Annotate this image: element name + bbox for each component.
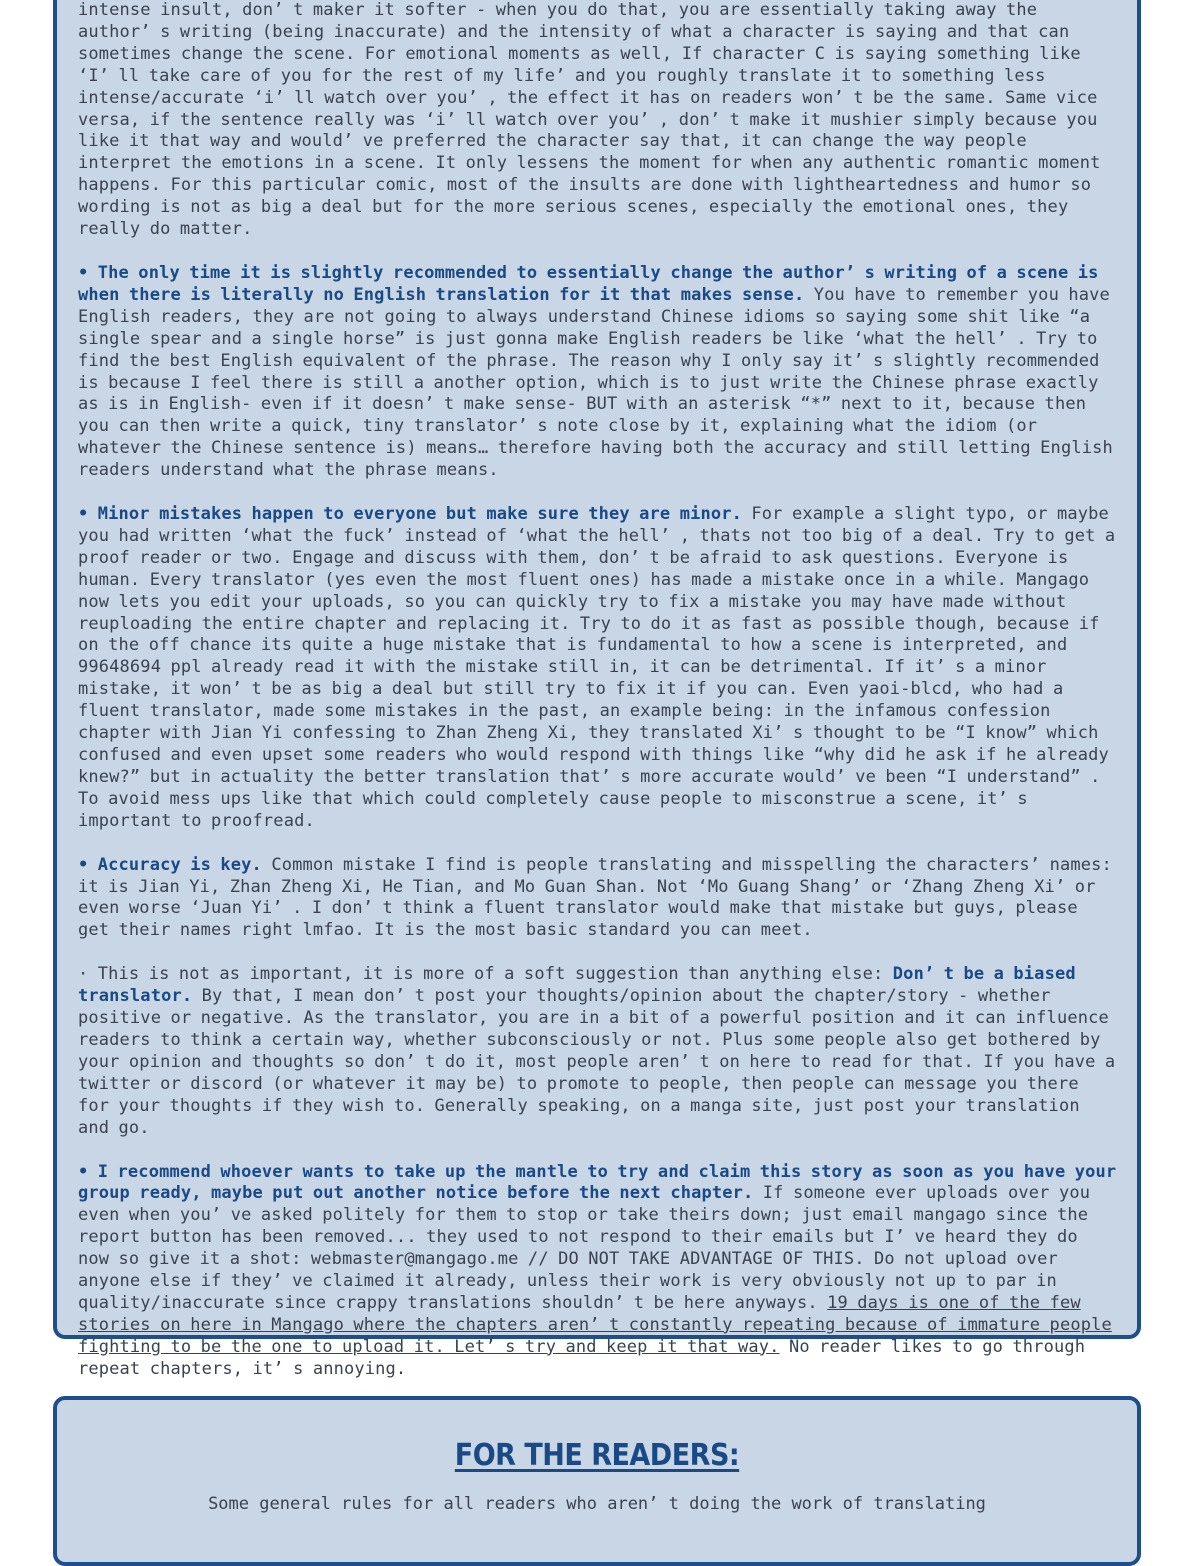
guidelines-text (78, 0, 1118, 1403)
guideline-body: No reader likes to go through repeat chapters, it’ s annoying. (78, 1336, 1086, 1379)
guideline-body: By that, I mean don’ t post your thoughts/opinion about the chapter/story - whether positive or negative. As the translator, you are in a bit of a powerful position and it can influence readers to think a certain way, whether subconsciously or not. Plus some people also get bothered by your opinion and thoughts so don’ t do it, most people aren’ t on here to read for that. If you have a twitter or discord (or whatever it may be) to promote to people, then people can message you there for your thoughts if they wish to. Generally speaking, on a manga site, just post your translation and go. (78, 986, 1116, 1138)
guideline-heading: • Minor mistakes happen to everyone but make sure they are minor. (78, 504, 743, 525)
guideline-body: Common mistake I find is people translating and misspelling the characters’ names: it is Jian Yi, Zhan Zheng Xi, He Tian, and Mo Guan Shan. Not ‘Mo Guang Shang’ or ‘Zhang Zheng Xi’ or even worse ‘Juan Yi’ . I don’ t think a fluent translator would make that mistake but guys, please get their names right lmfao. It is the most basic standard you can meet. (78, 854, 1112, 941)
guideline-body: For example a slight typo, or maybe you had written ‘what the fuck’ instead of ‘what the hell’ , thats not too big of a deal. Try to get a proof reader or two. Engage and discuss with them, don’ t be afraid to ask questions. Everyone is human. Every translator (yes even the most fluent ones) has made a mistake once in a while. Mangago now lets you edit your uploads, so you can quickly try to fix a mistake you may have made without reuploading the entire chapter and replacing it. Try to do it as fast as possible though, because if on the off chance its quite a huge mistake that is fundamental to how a scene is interpreted, and 99648694 ppl already read it with the mistake still in, it can be detrimental. If it’ s a minor mistake, it won’ t be as big a deal but still try to fix it if you can. Even yaoi-blcd, who had a fluent translator, made some mistakes in the past, an example being: in the infamous confession chapter with Jian Yi confessing to Zhan Zheng Xi, they translated Xi’ s thought to be “I know” which confused and even upset some readers who would respond with things like “why did he ask if he already knew?” but in actuality the better translation that’ s more accurate would’ ve been “I understand” . To avoid mess ups like that which could completely cause people to misconstrue a scene, it’ s important to proofread. (78, 504, 1116, 831)
readers-intro-text: Some general rules for all readers who aren’ t doing the work of translating (208, 1494, 986, 1514)
guideline-heading: • The only time it is slightly recommended to essentially change the author’ s writing of a scene is when there is literally no English translation for it that makes sense. (78, 262, 1099, 305)
guideline-body: If someone ever uploads over you even when you’ ve asked politely for them to stop or take theirs down; just email mangago since the report button has been removed... they used to not respond to their emails but I’ ve heard they do now so give it a shot: webmaster@mangago.me // DO NOT TAKE ADVANTAGE OF THIS. Do not upload over anyone else if they’ ve claimed it already, unless their work is very obviously not up to par in quality/inaccurate since crappy translations shouldn’ t be here anyways. (78, 1183, 1091, 1313)
guideline-paragraph (78, 1162, 1118, 1381)
guideline-body: intense insult, don’ t maker it softer - when you do that, you are essentially taking away the author’ s writing (being inaccurate) and the intensity of what a character is saying and that can sometimes change the scene. For emotional moments as well, If character C is saying something like ‘I’ ll take care of you for the rest of my life’ and you roughly translate it to something less intense/accurate ‘i’ ll watch over you’ , the effect it has on readers won’ t be the same. Same vice versa, if the sentence really was ‘i’ ll watch over you’ , don’ t make it mushier simply because you like it that way and would’ ve preferred the character say that, it can change the way people interpret the emotions in a scene. It only lessens the moment for when any authentic romantic moment happens. For this particular comic, most of the insults are done with lightheartedness and humor so wording is not as big a deal but for the more serious scenes, especially the emotional ones, they really do matter. (78, 0, 1101, 240)
underlined-text: 19 days is one of the few stories on here in Mangago where the chapters aren’ t constantly repeating because of immature people fighting to be the one to upload it. Let’ s try and keep it that way. (78, 1292, 1112, 1357)
guideline-heading: • I recommend whoever wants to take up the mantle to try and claim this story as soon as you have your group ready, maybe put out another notice before the next chapter. (78, 1161, 1117, 1204)
guideline-body: · This is not as important, it is more of a soft suggestion than anything else: (78, 964, 893, 985)
guideline-paragraph (78, 263, 1118, 482)
guideline-paragraph (78, 855, 1118, 943)
readers-panel (53, 1396, 1141, 1566)
guideline-body: You have to remember you have English readers, they are not going to always understand Chinese idioms so saying some shit like “a single spear and a single horse” is just gonna make English readers be like ‘what the hell’ . Try to find the best English equivalent of the phrase. The reason why I only say it’ s slightly recommended is because I feel there is still a another option, which is to just write the Chinese phrase exactly as is in English- even if it doesn’ t make sense- BUT with an asterisk “*” next to it, because then you can then write a quick, tiny translator’ s note close by it, explaining what the idiom (or whatever the Chinese sentence is) means… therefore having both the accuracy and still letting English readers understand what the phrase means. (78, 284, 1113, 481)
guideline-heading: Don’ t be a biased translator. (78, 964, 1076, 1007)
guideline-paragraph (78, 0, 1118, 241)
guideline-paragraph (78, 504, 1118, 833)
readers-section-title: FOR THE READERS: (454, 1438, 740, 1473)
guidelines-panel (53, 0, 1141, 1379)
guideline-heading: • Accuracy is key. (78, 854, 262, 875)
guideline-paragraph (78, 964, 1118, 1139)
